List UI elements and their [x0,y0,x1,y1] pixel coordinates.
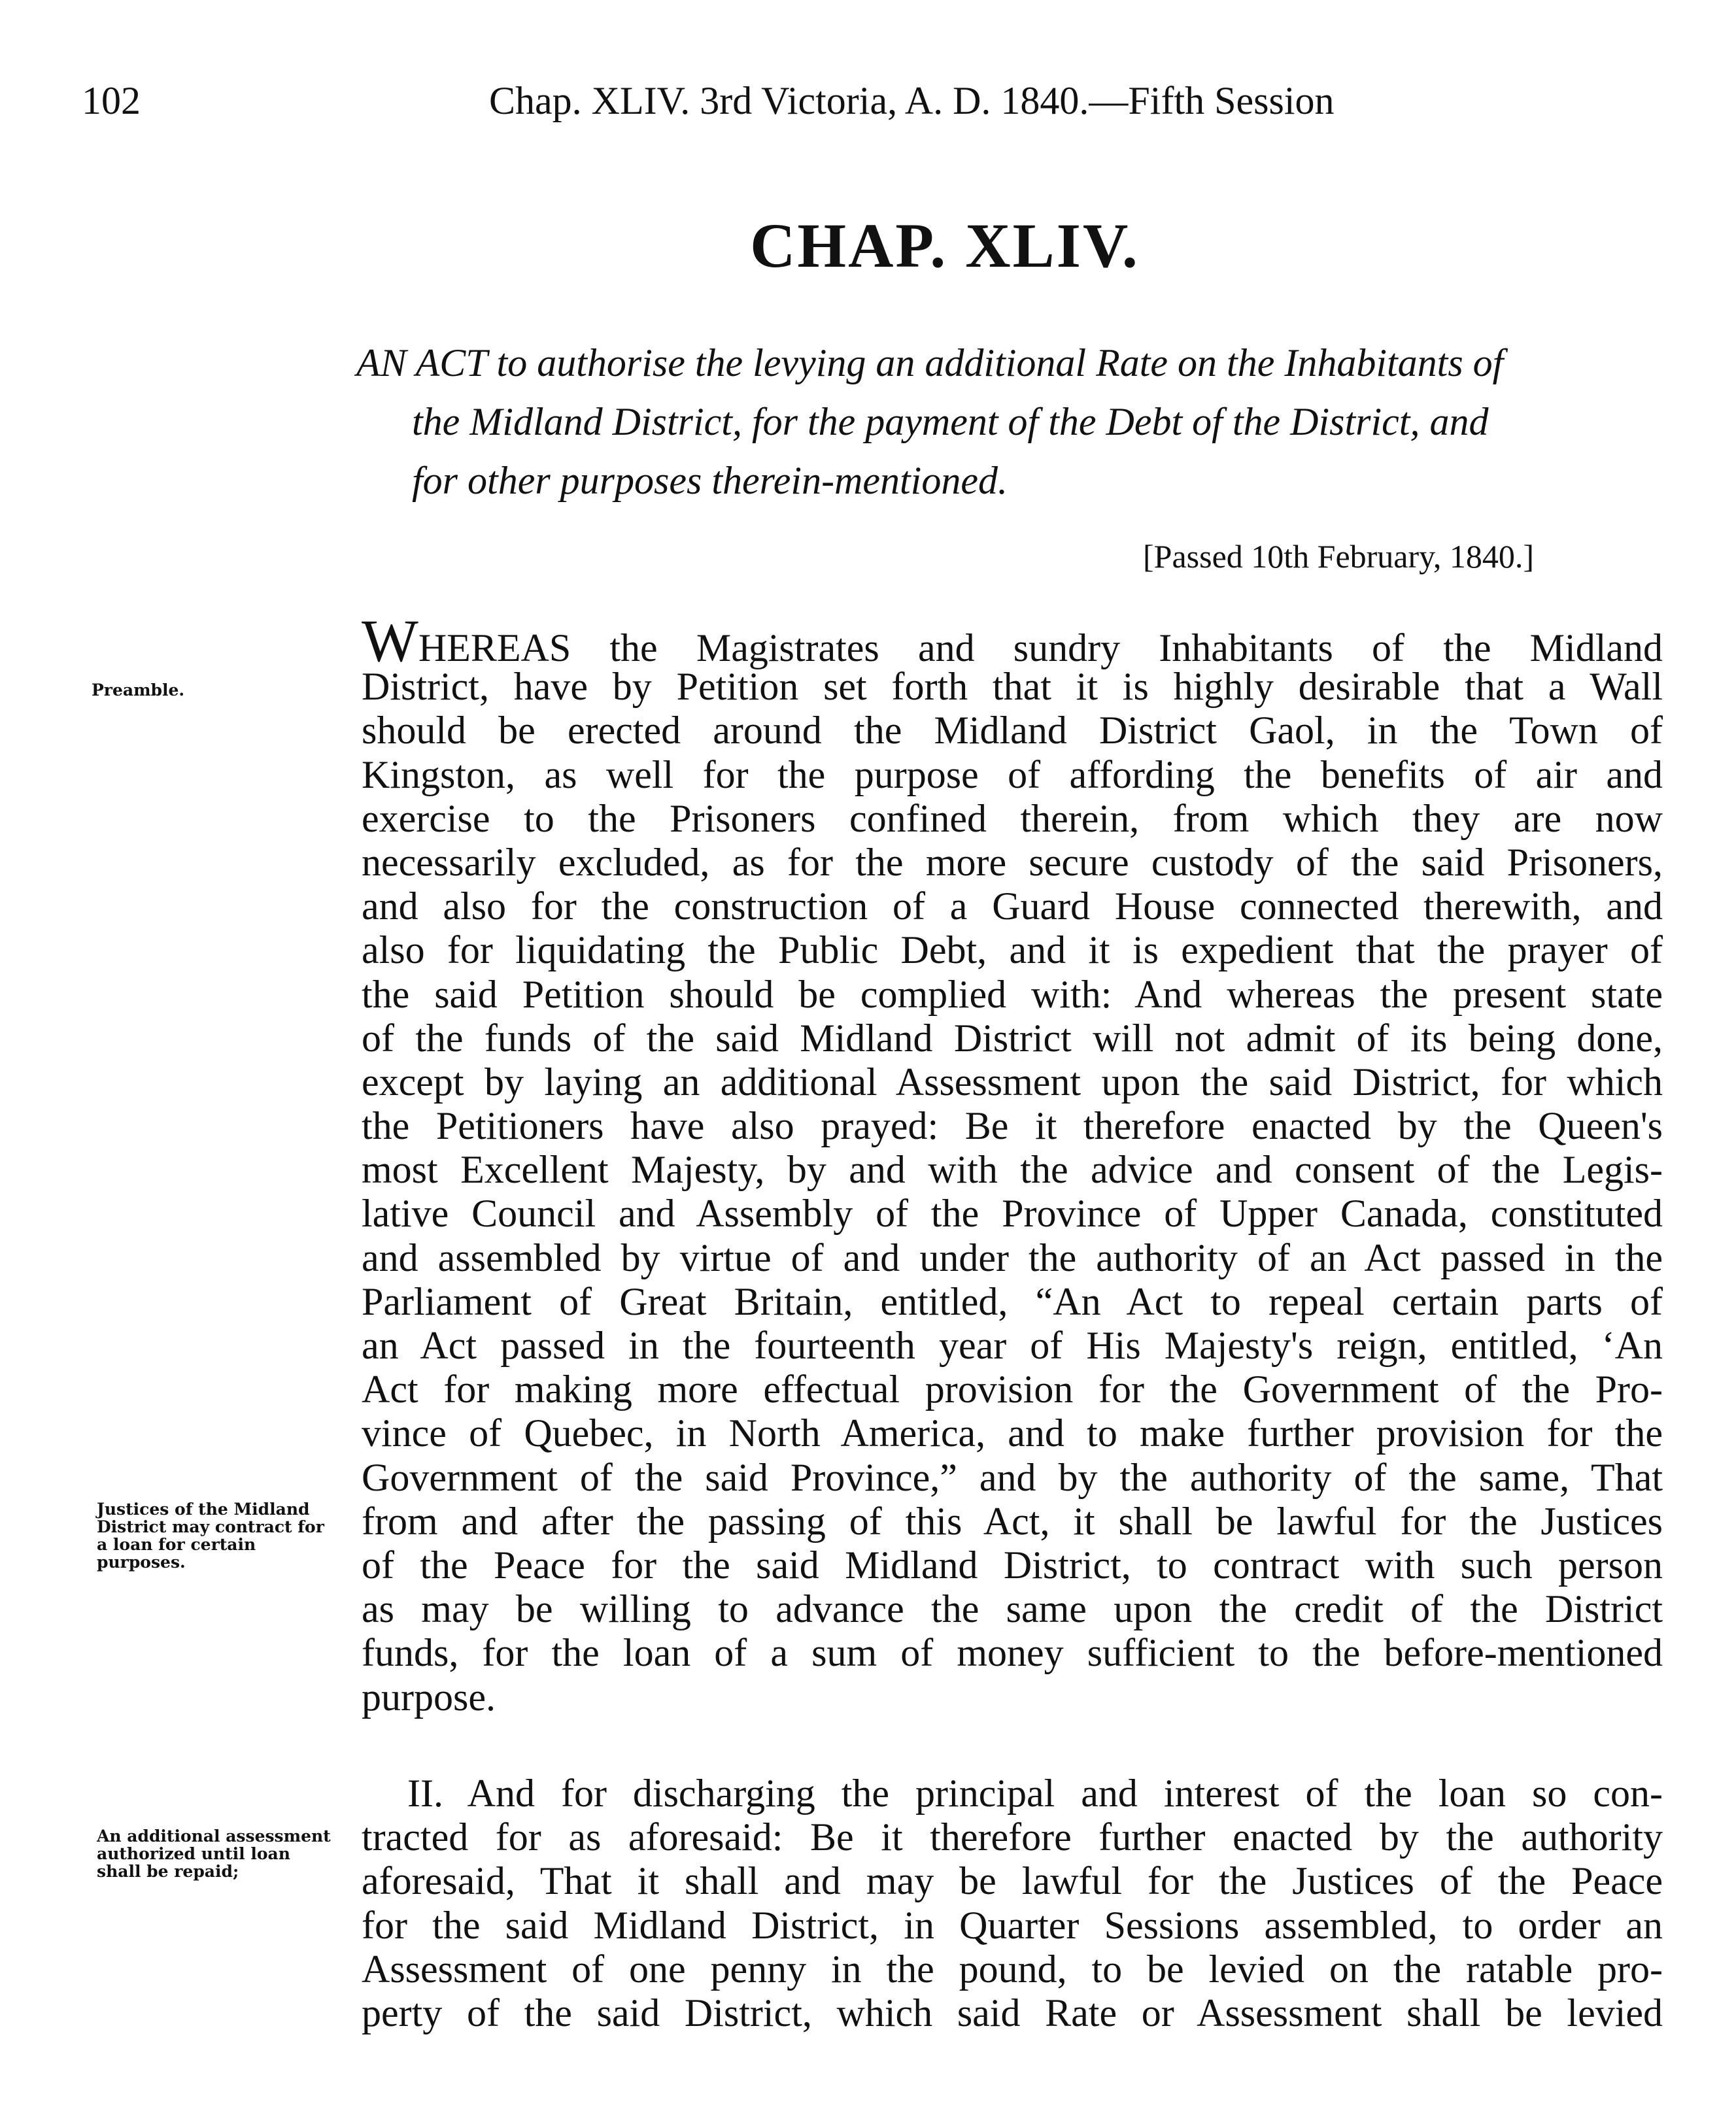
margin-note-line: Justices of the Midland [97,1500,310,1519]
act-title-line: for other purposes therein-mentioned. [412,459,1008,502]
margin-note-assessment [97,1827,358,1880]
margin-note-line: An additional assessment [97,1827,331,1846]
body-line: exercise to the Prisoners confined therein, from which they are now [362,796,1663,840]
body-line: the Petitioners have also prayed: Be it therefore enacted by the Queen's [362,1104,1663,1148]
section-2-paragraph [362,1772,1663,2035]
body-line: Kingston, as well for the purpose of affording the benefits of air and [362,752,1663,796]
body-line: as may be willing to advance the same upon the credit of the District [362,1587,1663,1631]
margin-note-line: District may contract for [97,1517,324,1536]
body-line: should be erected around the Midland District Gaol, in the Town of [362,709,1663,752]
body-line: perty of the said District, which said Rate or Assessment shall be levied [362,1991,1663,2034]
body-line: an Act passed in the fourteenth year of His Majesty's reign, entitled, ‘An [362,1324,1663,1367]
body-line: and assembled by virtue of and under the authority of an Act passed in the [362,1236,1663,1279]
body-line: Act for making more effectual provision for the Government of the Pro- [362,1368,1663,1411]
act-title-line: AN ACT to authorise the levying an additional Rate on the Inhabitants of [356,341,1504,384]
body-line: Parliament of Great Britain, entitled, “An Act to repeal certain parts of [362,1279,1663,1323]
margin-note-line: authorized until loan [97,1844,290,1863]
chapter-title: CHAP. XLIV. [750,211,1140,280]
body-line: except by laying an additional Assessment upon the said District, for which [362,1060,1663,1104]
body-line: for the said Midland District, in Quarter Sessions assembled, to order an [362,1903,1663,1947]
act-title-line: the Midland District, for the payment of the Debt of the District, and [412,400,1489,443]
body-line: of the funds of the said Midland District will not admit of its being done, [362,1016,1663,1060]
body-line: vince of Quebec, in North America, and to make further provision for the [362,1411,1663,1455]
body-line: also for liquidating the Public Debt, and it is expedient that the prayer of [362,928,1663,972]
body-line: from and after the passing of this Act, it shall be lawful for the Justices [362,1499,1663,1543]
body-line: purpose. [362,1675,496,1719]
margin-note-preamble: Preamble. [92,681,185,700]
body-line: District, have by Petition set forth that it is highly desirable that a Wall [362,665,1663,709]
margin-note-line: purposes. [97,1553,186,1572]
drop-cap: W [362,607,418,674]
body-line: most Excellent Majesty, by and with the advice and consent of the Legis- [362,1148,1663,1192]
page-number: 102 [82,79,141,122]
body-line: the said Petition should be complied with: And whereas the present state [362,972,1663,1016]
margin-note-justices [97,1500,352,1571]
body-line: aforesaid, That it shall and may be lawful for the Justices of the Peace [362,1859,1663,1903]
body-line: WHEREAS the Magistrates and sundry Inhabitants of the Midland [362,607,1663,674]
margin-note-line: a loan for certain [97,1535,256,1554]
section-1-paragraph [362,607,1663,1719]
body-line: and also for the construction of a Guard House connected therewith, and [362,885,1663,928]
act-title [356,333,1658,510]
body-line: Government of the said Province,” and by the authority of the same, That [362,1455,1663,1499]
margin-note-line: shall be repaid; [97,1862,239,1881]
passed-date: [Passed 10th February, 1840.] [1143,538,1535,575]
body-line: lative Council and Assembly of the Province of Upper Canada, constituted [362,1192,1663,1236]
body-line: necessarily excluded, as for the more secure custody of the said Prisoners, [362,840,1663,884]
running-header: Chap. XLIV. 3rd Victoria, A. D. 1840.—Fifth Session [489,79,1335,122]
body-line: II. And for discharging the principal and interest of the loan so con- [407,1772,1663,1815]
body-line: of the Peace for the said Midland District, to contract with such person [362,1543,1663,1587]
body-line: Assessment of one penny in the pound, to be levied on the ratable pro- [362,1947,1663,1991]
body-line: funds, for the loan of a sum of money sufficient to the before-mentioned [362,1631,1663,1675]
body-line: tracted for as aforesaid: Be it therefore further enacted by the authority [362,1815,1663,1859]
